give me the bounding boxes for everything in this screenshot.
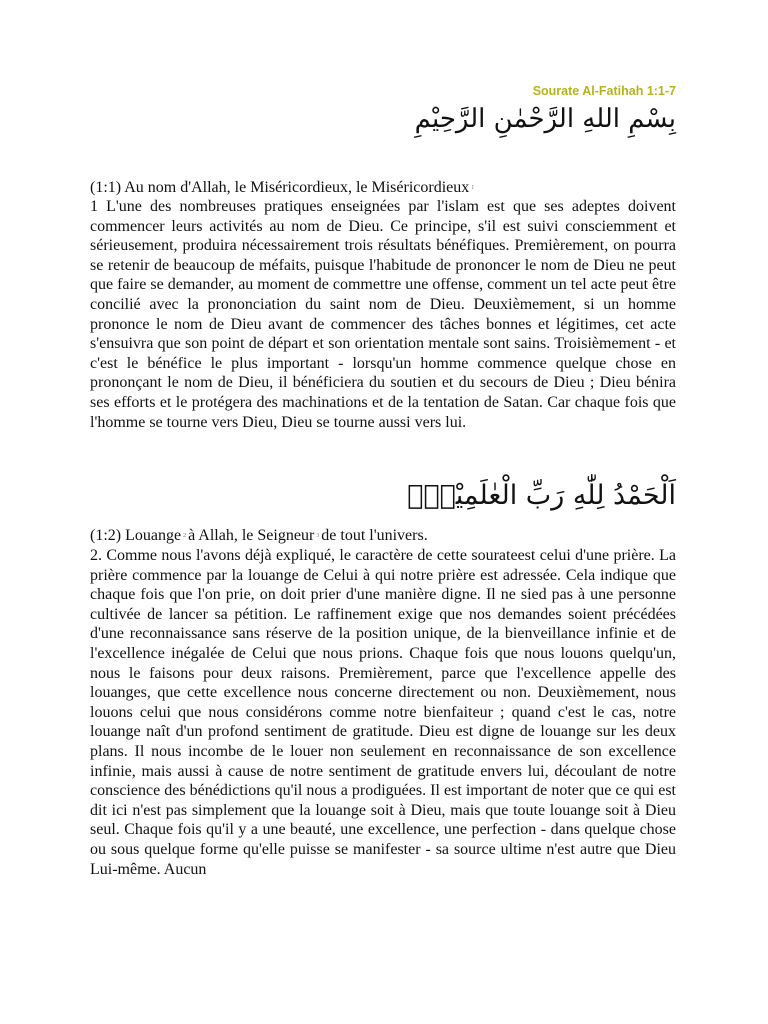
verse-1-text: (1:1) Au nom d'Allah, le Miséricordieux, le Miséricordieux [90,179,470,196]
footnote-marker-2: 2 [183,533,187,539]
arabic-verse-1: بِسْمِ اللهِ الرَّحْمٰنِ الرَّحِيْمِ [414,104,676,134]
verse-1-commentary: 1 L'une des nombreuses pratiques enseignées par l'islam est que ses adeptes doivent commencer leurs activités au nom de Dieu. Ce principe, s'il est suivi consciemment et sérieusement, produira nécessairement trois résultats bénéfiques. Premièrement, on pourra se retenir de beaucoup de méfaits, puisque l'habitude de prononcer le nom de Dieu ne peut que faire se demander, au moment de commettre une offense, comment un tel acte peut être concilié avec la prononciation du saint nom de Dieu. Deuxièmement, si un homme prononce le nom de Dieu avant de commencer des tâches bonnes et légitimes, cet acte s'ensuivra que son point de départ et son orientation mentale sont sains. Troisièmement - et c'est le bénéfice le plus important - lorsqu'un homme commence quelque chose en prononçant le nom de Dieu, il bénéficiera du soutien et du secours de Dieu ; Dieu bénira ses efforts et le protégera des machinations et de la tentation de Satan. Car chaque fois que l'homme se tourne vers Dieu, Dieu se tourne aussi vers lui. [90,198,676,431]
sura-title: Sourate Al-Fatihah 1:1-7 [532,84,676,98]
verse-2-commentary: 2. Comme nous l'avons déjà expliqué, le caractère de cette sourateest celui d'une prière. La prière commence par la louange de Celui à qui notre prière est adressée. Cela indique que chaque fois que l'on prie, on doit prier d'une manière digne. Il ne sied pas à une personne cultivée de lancer sa pétition. Le raffinement exige que nos demandes soient précédées d'une reconnaissance sans réserve de la position unique, de la bienveillance infinie et de l'excellence inégalée de Celui que nous prions. Chaque fois que nous louons quelqu'un, nous le faisons pour deux raisons. Premièrement, parce que l'excellence appelle des louanges, que cette excellence nous concerne directement ou non. Deuxièmement, nous louons celui que nous considérons comme notre bienfaiteur ; quand c'est le cas, notre louange naît d'un profond sentiment de gratitude. Dieu est digne de louange sur les deux plans. Il nous incombe de le louer non seulement en reconnaissance de son excellence infinie, mais aussi à cause de notre sentiment de gratitude envers lui, découlant de notre conscience des bénédictions qu'il nous a prodiguées. Il est important de noter que ce qui est dit ici n'est pas simplement que la louange soit à Dieu, mais que toute louange soit à Dieu seul. Chaque fois qu'il y a une beauté, une excellence, une perfection - dans quelque chose ou sous quelque forme qu'elle puisse se manifester - sa source ultime n'est autre que Dieu Lui-même. Aucun [90,547,676,878]
verse-2-translation [90,526,676,547]
document-page [90,0,676,1024]
verse-2-text-part2: à Allah, le Seigneur [188,527,315,544]
footnote-marker-1: 1 [471,185,475,191]
footnote-marker-3: 3 [316,533,320,539]
verse-2-text-part1: (1:2) Louange [90,527,182,544]
arabic-verse-2: اَلْحَمْدُ لِلّٰهِ رَبِّ الْعٰلَمِيْنَۙ [407,480,676,511]
verse-1-translation [90,178,676,199]
verse-2-text-part3: de tout l'univers. [321,527,428,544]
